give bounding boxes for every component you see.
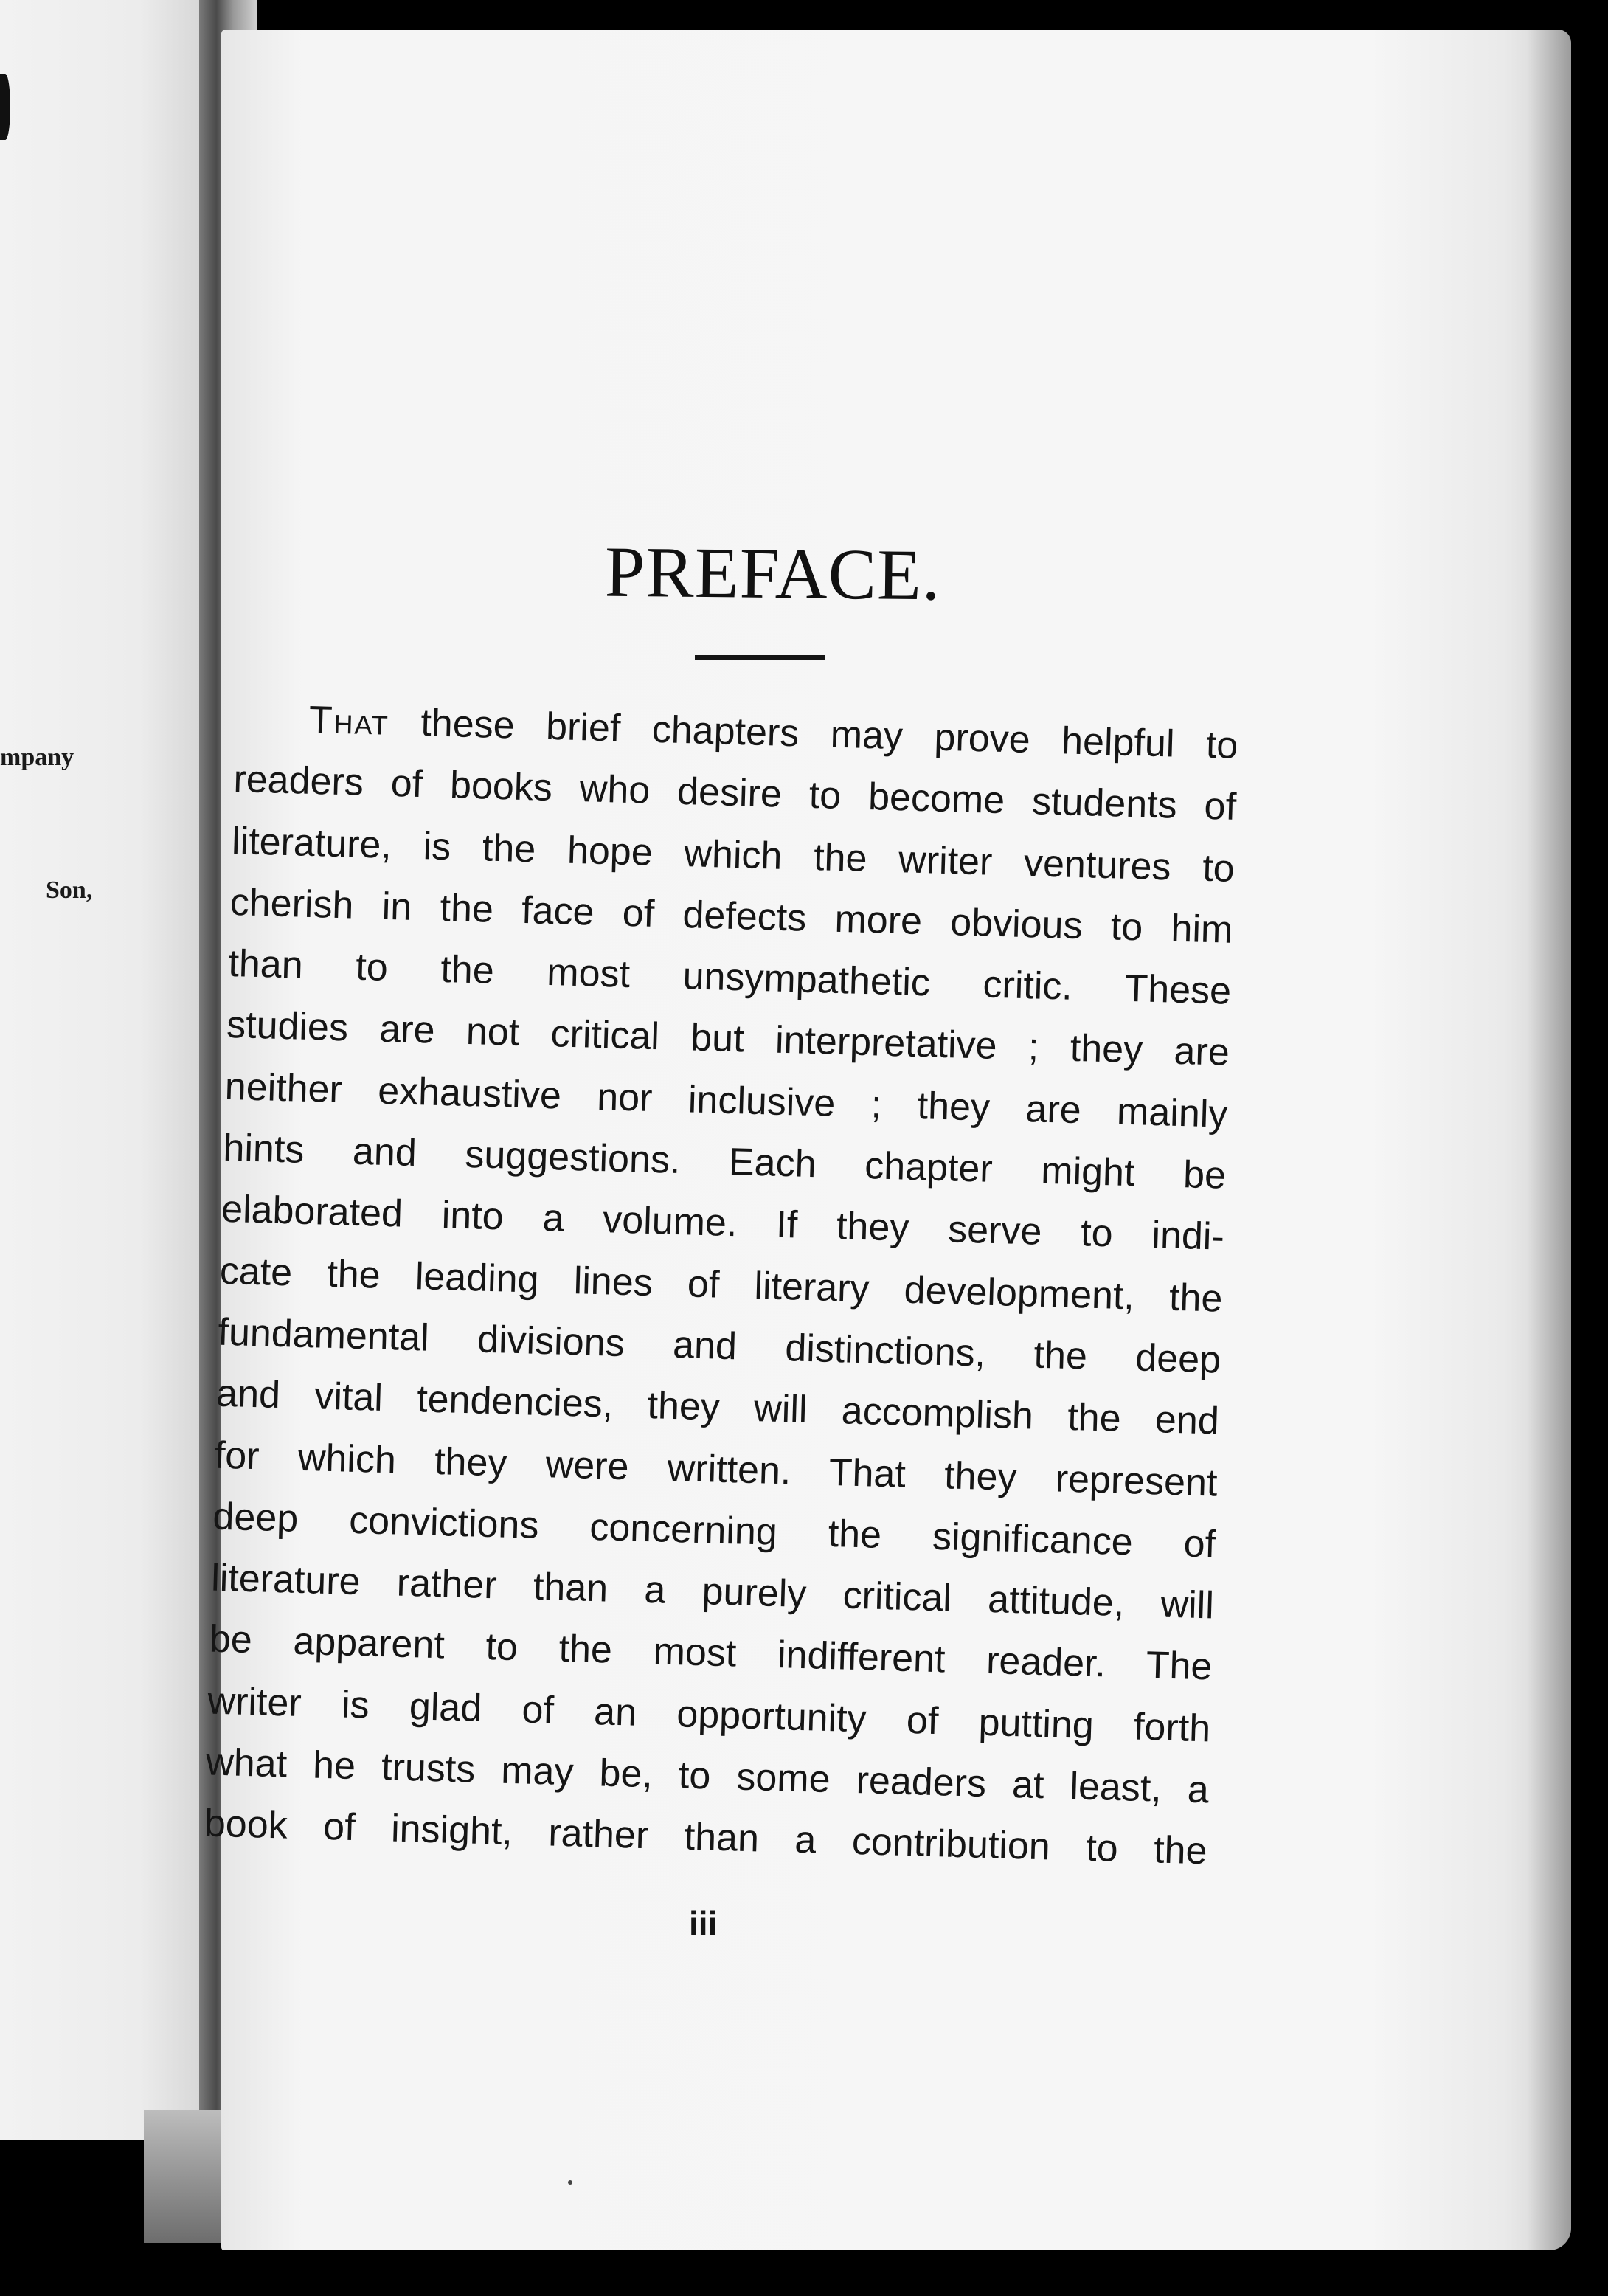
page-title: PREFACE. <box>604 532 942 616</box>
text-line-7: neither exhaustive nor inclusive ; they are mainly <box>224 1065 1229 1136</box>
text-line-4: cherish in the face of defects more obvious to him <box>229 880 1234 952</box>
left-page-fragment-2: Son, <box>46 876 93 904</box>
left-page-fragment-1: mpany <box>0 744 74 771</box>
text-line-3: literature, is the hope which the writer ventures to <box>231 819 1236 891</box>
text-line-6: studies are not critical but interpretative ; they are <box>226 1003 1230 1075</box>
preface-body <box>204 688 1239 1883</box>
left-page-mark <box>0 74 10 140</box>
text-line-2: readers of books who desire to become students of <box>232 758 1237 829</box>
text-line-16: be apparent to the most indifferent reader. The <box>209 1617 1213 1689</box>
text-line-12: and vital tendencies, they will accomplish the end <box>215 1372 1220 1443</box>
text-line-13: for which they were written. That they represent <box>214 1434 1219 1505</box>
page-number: iii <box>689 1904 718 1943</box>
text-line-8: hints and suggestions. Each chapter might be <box>222 1126 1227 1197</box>
text-line-9: elaborated into a volume. If they serve to indi- <box>221 1188 1225 1259</box>
text-line-18: what he trusts may be, to some readers at least, a <box>205 1740 1210 1812</box>
left-facing-page <box>0 0 199 2140</box>
text-line-5: than to the most unsympathetic critic. These <box>227 942 1232 1014</box>
text-line-11: fundamental divisions and distinctions, the deep <box>217 1310 1221 1382</box>
text-line-19: book of insight, rather than a contribution to the <box>204 1802 1208 1873</box>
text-line-1: That these brief chapters may prove helpful to <box>308 698 1239 767</box>
paper-speck <box>568 2180 572 2185</box>
text-line-15: literature rather than a purely critical attitude, will <box>210 1556 1215 1628</box>
text-line-10: cate the leading lines of literary development, the <box>219 1249 1224 1321</box>
title-rule <box>695 655 825 660</box>
page-edge-shadow <box>1527 30 1571 2250</box>
first-word: That <box>308 698 390 744</box>
text-line-17: writer is glad of an opportunity of putting forth <box>207 1679 1211 1751</box>
text-line-14: deep convictions concerning the significance of <box>212 1495 1216 1566</box>
page-edges <box>144 2110 232 2243</box>
